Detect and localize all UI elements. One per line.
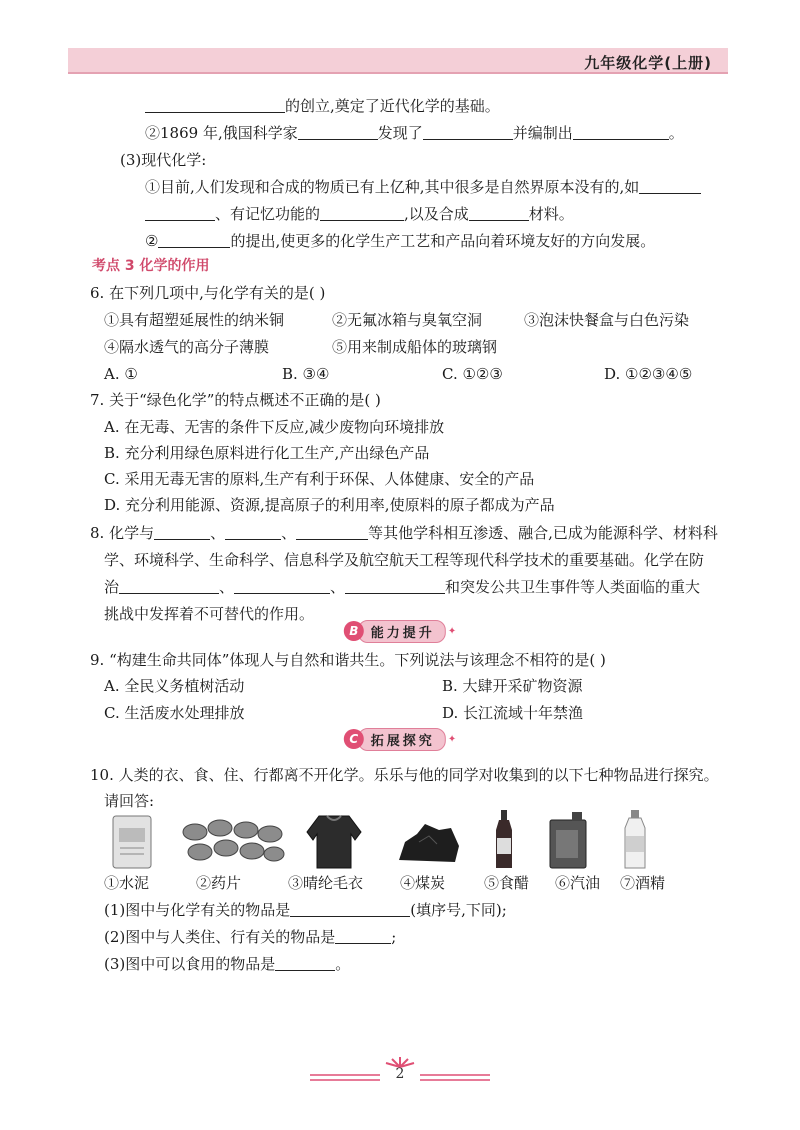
page-footer	[310, 1058, 490, 1088]
line-6: ② 的提出,使更多的化学生产工艺和产品向着环境友好的方向发展。	[145, 232, 656, 250]
line-3: (3)现代化学:	[120, 151, 207, 169]
q6-choice-d: D. ①②③④⑤	[604, 365, 693, 383]
q9-choice-a: A. 全民义务植树活动	[104, 677, 245, 695]
page-number: 2	[395, 1066, 405, 1082]
q9-stem: 9. “构建生命共同体”体现人与自然和谐共生。下列说法与该理念不相符的是( )	[90, 651, 606, 669]
q10-stem: 10. 人类的衣、食、住、行都离不开化学。乐乐与他的同学对收集到的以下七种物品进行探究。	[90, 766, 719, 784]
section-c-badge: C 拓展探究 ✦	[344, 728, 456, 750]
blank	[154, 525, 210, 540]
line-1: 的创立,奠定了近代化学的基础。	[145, 96, 500, 116]
q9-choice-d: D. 长江流域十年禁渔	[442, 704, 584, 722]
blank	[639, 179, 701, 194]
q6-choice-c: C. ①②③	[442, 365, 503, 383]
q9-choice-b: B. 大肆开采矿物资源	[442, 677, 583, 695]
q10-sub-1: (1)图中与化学有关的物品是 (填序号,下同);	[104, 901, 507, 919]
gasoline-can-icon	[546, 812, 590, 870]
line-4: ①目前,人们发现和合成的物质已有上亿种,其中很多是自然界原本没有的,如	[145, 177, 701, 197]
blank	[234, 579, 330, 594]
q6-choice-b: B. ③④	[282, 365, 330, 383]
q10-item-6: ⑥汽油	[555, 874, 601, 892]
q7-choice-d: D. 充分利用能源、资源,提高原子的利用率,使原料的原子都成为产品	[104, 496, 555, 514]
q10-item-2: ②药片	[196, 874, 242, 892]
blank	[145, 206, 215, 221]
blank	[469, 206, 529, 221]
line-2: ②1869 年,俄国科学家 发现了 并编制出 。	[145, 124, 684, 142]
q8-line-1: 8. 化学与 、 、 等其他学科相互渗透、融合,已成为能源科学、材料科	[90, 524, 718, 542]
page-header-title: 九年级化学(上册)	[584, 54, 712, 72]
footer-line-right-2	[420, 1079, 490, 1081]
blank	[345, 579, 445, 594]
q7-stem: 7. 关于“绿色化学”的特点概述不正确的是( )	[90, 391, 381, 409]
coal-icon	[395, 820, 463, 866]
q8-line-2: 学、环境科学、生命科学、信息科学及航空航天工程等现代科学技术的重要基础。化学在防	[104, 551, 705, 569]
item-pictures	[110, 810, 690, 870]
tablets-icon	[180, 818, 285, 866]
blank	[335, 929, 391, 944]
q6-opt2: ②无氟冰箱与臭氧空洞	[332, 311, 483, 329]
blank	[145, 98, 285, 113]
q10-item-5: ⑤食醋	[484, 874, 530, 892]
blank	[119, 579, 219, 594]
blank	[275, 956, 335, 971]
blank	[290, 902, 410, 917]
sweater-icon	[305, 812, 363, 870]
q7-choice-b: B. 充分利用绿色原料进行化工生产,产出绿色产品	[104, 444, 430, 462]
blank	[423, 125, 513, 140]
q7-choice-a: A. 在无毒、无害的条件下反应,减少废物向环境排放	[104, 418, 445, 436]
line-5: 、有记忆功能的 ,以及合成 材料。	[145, 204, 574, 224]
q6-stem: 6. 在下列几项中,与化学有关的是( )	[90, 284, 326, 302]
q10-sub-3: (3)图中可以食用的物品是 。	[104, 955, 351, 973]
blank	[225, 525, 281, 540]
blank	[158, 233, 230, 248]
kaodian-3-heading: 考点 3 化学的作用	[92, 258, 210, 274]
q6-opt1: ①具有超塑延展性的纳米铜	[104, 311, 285, 329]
blank	[298, 125, 378, 140]
vinegar-bottle-icon	[492, 810, 516, 870]
q8-line-4: 挑战中发挥着不可替代的作用。	[104, 605, 315, 623]
q10-stem-2: 请回答:	[104, 792, 155, 810]
q10-sub-2: (2)图中与人类住、行有关的物品是 ;	[104, 928, 397, 946]
q6-opt4: ④隔水透气的高分子薄膜	[104, 338, 270, 356]
cement-bag-icon	[110, 810, 155, 870]
footer-line-left-2	[310, 1079, 380, 1081]
q10-item-4: ④煤炭	[400, 874, 446, 892]
footer-line-right	[420, 1074, 490, 1076]
blank	[573, 125, 669, 140]
q10-item-3: ③晴纶毛衣	[288, 874, 364, 892]
footer-line-left	[310, 1074, 380, 1076]
q8-line-3: 治 、 、 和突发公共卫生事件等人类面临的重大	[104, 578, 701, 596]
q10-item-7: ⑦酒精	[620, 874, 666, 892]
q6-opt3: ③泡沫快餐盒与白色污染	[524, 311, 690, 329]
q6-opt5: ⑤用来制成船体的玻璃钢	[332, 338, 498, 356]
alcohol-bottle-icon	[620, 810, 650, 870]
blank	[296, 525, 368, 540]
q7-choice-c: C. 采用无毒无害的原料,生产有利于环保、人体健康、安全的产品	[104, 470, 535, 488]
q10-item-1: ①水泥	[104, 874, 150, 892]
section-b-badge: B 能力提升 ✦	[344, 620, 456, 642]
q6-choice-a: A. ①	[104, 365, 138, 383]
blank	[320, 206, 404, 221]
star-icon: ✦	[447, 625, 457, 637]
q9-choice-c: C. 生活废水处理排放	[104, 704, 245, 722]
star-icon: ✦	[447, 733, 457, 745]
